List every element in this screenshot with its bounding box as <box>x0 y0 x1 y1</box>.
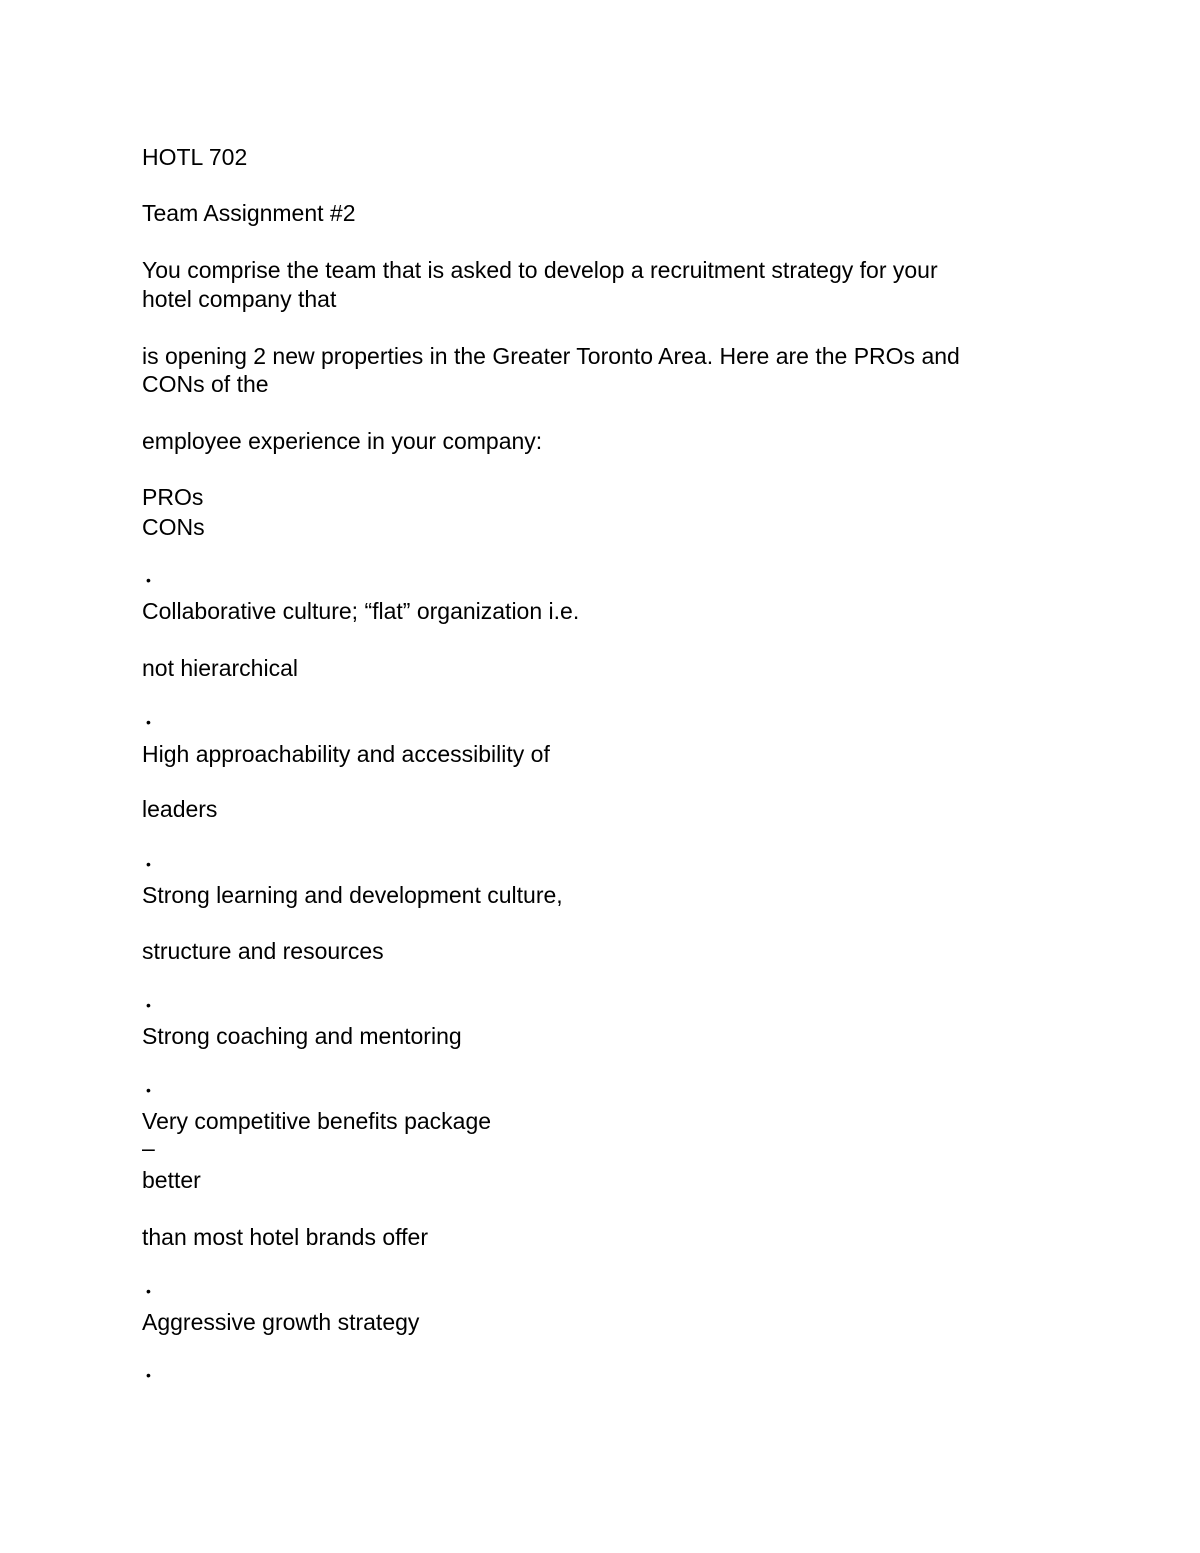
pros-item-3-line-1: Strong learning and development culture, <box>142 882 563 908</box>
pros-item-6-line-1: Aggressive growth strategy <box>142 1309 420 1335</box>
bullet-icon: • <box>146 856 151 872</box>
intro-line-3: is opening 2 new properties in the Greater Toronto Area. Here are the PROs and <box>142 343 960 369</box>
intro-line-1: You comprise the team that is asked to develop a recruitment strategy for your <box>142 257 938 283</box>
bullet-icon: • <box>146 714 151 730</box>
pros-item-5-line-3: than most hotel brands offer <box>142 1224 428 1250</box>
bullet-icon: • <box>146 1082 151 1098</box>
pros-item-1-line-2: not hierarchical <box>142 655 298 681</box>
pros-header: PROs <box>142 484 204 510</box>
bullet-icon: • <box>146 997 151 1013</box>
pros-item-5-dash: – <box>142 1135 155 1161</box>
bullet-icon: • <box>146 1367 151 1383</box>
pros-item-2-line-2: leaders <box>142 796 218 822</box>
pros-item-5-line-1: Very competitive benefits package <box>142 1108 492 1134</box>
bullet-icon: • <box>146 572 151 588</box>
pros-item-3-line-2: structure and resources <box>142 938 384 964</box>
course-code: HOTL 702 <box>142 144 248 170</box>
pros-item-4-line-1: Strong coaching and mentoring <box>142 1023 462 1049</box>
pros-item-1-line-1: Collaborative culture; “flat” organization i.e. <box>142 598 580 624</box>
pros-item-5-line-2: better <box>142 1167 201 1193</box>
intro-line-5: employee experience in your company: <box>142 428 543 454</box>
intro-line-2: hotel company that <box>142 286 337 312</box>
cons-header: CONs <box>142 514 205 540</box>
assignment-title: Team Assignment #2 <box>142 200 356 226</box>
bullet-icon: • <box>146 1283 151 1299</box>
pros-item-2-line-1: High approachability and accessibility of <box>142 741 550 767</box>
intro-line-4: CONs of the <box>142 371 269 397</box>
